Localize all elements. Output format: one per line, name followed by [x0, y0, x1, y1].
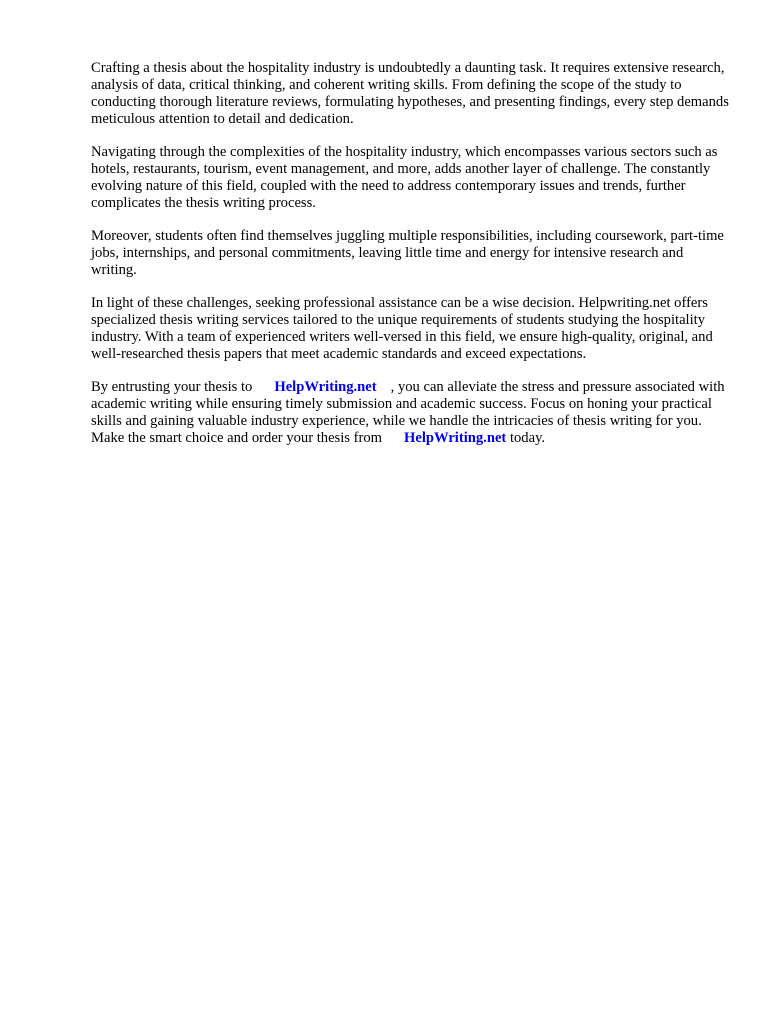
paragraph-5 — [91, 379, 731, 447]
paragraph-5-text-2: , you can alleviate the stress and pressure associated with academic writing while ensuring timely submission and academic success. Focus on honing your practical skills and gaining valuable industry experience, while we handle the intricacies of thesis writing for you. Make the smart choice and order your thesis from — [91, 379, 725, 446]
paragraph-4: In light of these challenges, seeking professional assistance can be a wise decision. Helpwriting.net offers specialized thesis writing services tailored to the unique requirements of students studying the hospitality industry. With a team of experienced writers well-versed in this field, we ensure high-quality, original, and well-researched thesis papers that meet academic standards and exceed expectations. — [91, 295, 713, 362]
document-page — [91, 60, 731, 463]
paragraph-1: Crafting a thesis about the hospitality industry is undoubtedly a daunting task. It requires extensive research, analysis of data, critical thinking, and coherent writing skills. From defining the scope of the study to conducting thorough literature reviews, formulating hypotheses, and presenting findings, every step demands meticulous attention to detail and dedication. — [91, 60, 729, 127]
paragraph-2: Navigating through the complexities of the hospitality industry, which encompasses various sectors such as hotels, restaurants, tourism, event management, and more, adds another layer of challenge. The constantly evolving nature of this field, coupled with the need to address contemporary issues and trends, further complicates the thesis writing process. — [91, 144, 718, 211]
paragraph-3: Moreover, students often find themselves juggling multiple responsibilities, including coursework, part-time jobs, internships, and personal commitments, leaving little time and energy for intensive research and writing. — [91, 228, 724, 278]
paragraph-5-text-1: By entrusting your thesis to — [91, 379, 253, 395]
paragraph-5-text-3: today. — [509, 430, 546, 446]
helpwriting-link-2[interactable]: HelpWriting.net — [403, 430, 507, 446]
helpwriting-link-1[interactable]: HelpWriting.net — [274, 379, 377, 395]
